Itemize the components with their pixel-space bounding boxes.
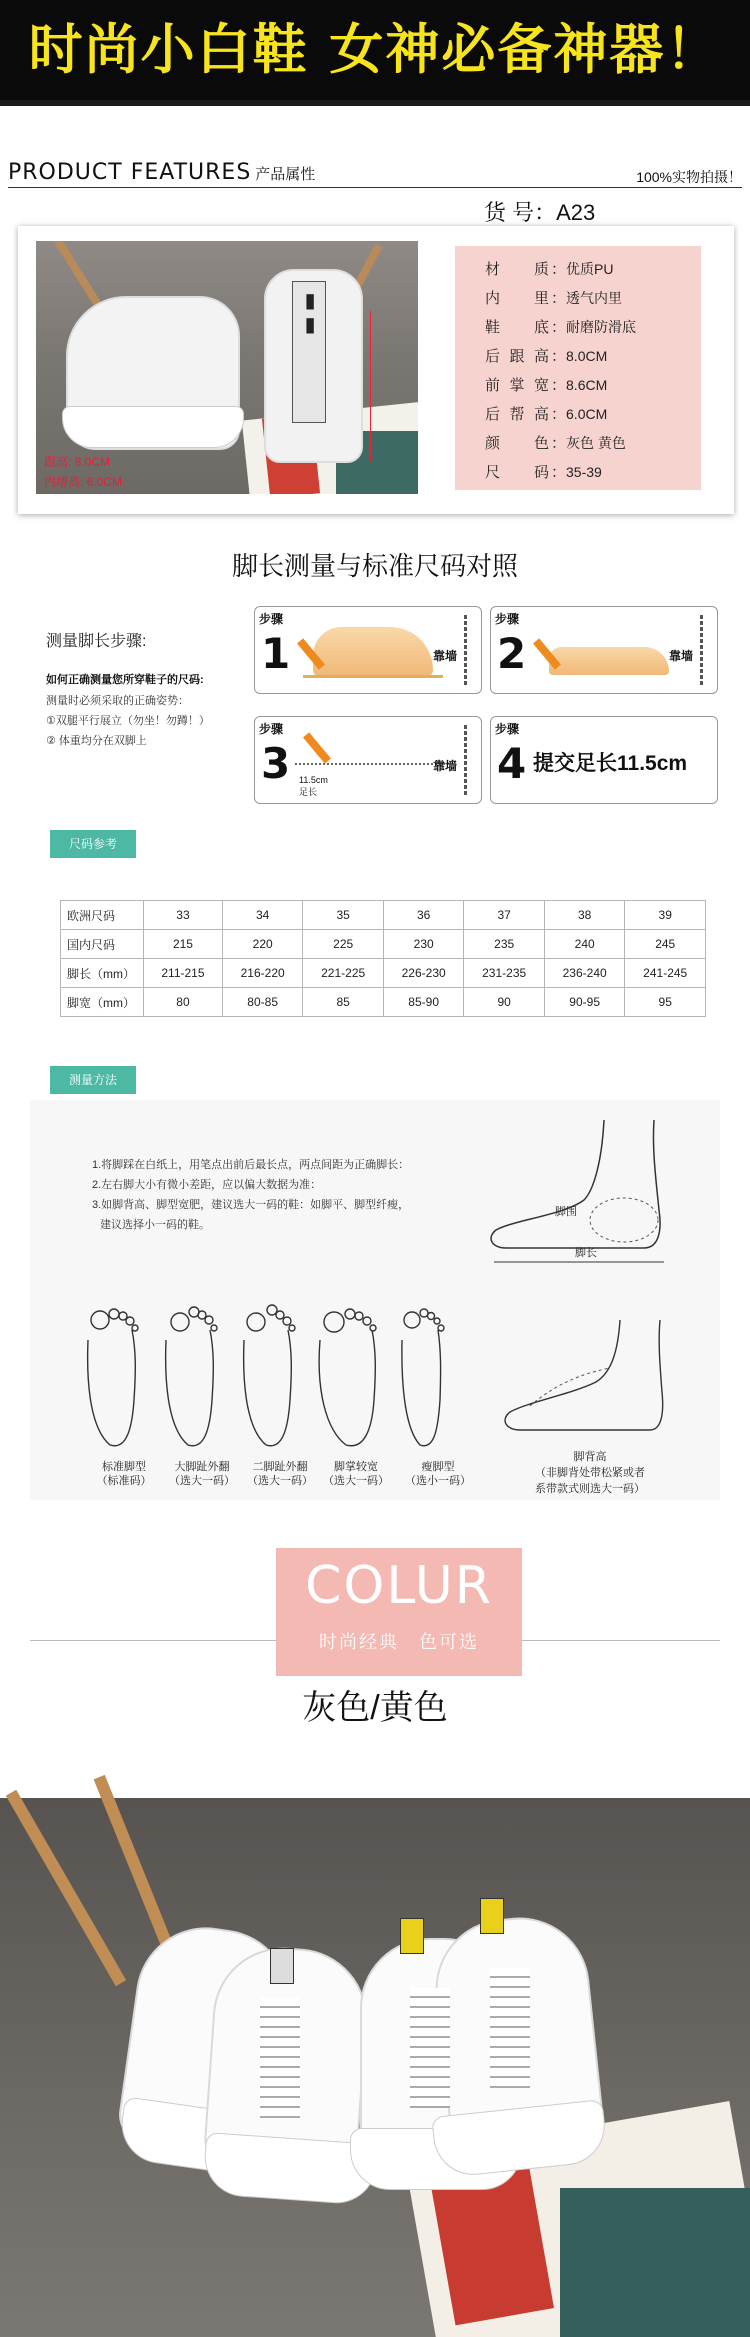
wall-icon [464, 725, 467, 795]
measure-howto: 如何正确测量您所穿鞋子的尺码: [46, 674, 204, 686]
sku-value: A23 [556, 200, 596, 225]
table-row: 国内尺码 215 220 225 230 235 240 245 [61, 930, 706, 959]
colour-subtitle: 时尚经典 色可选 [319, 1632, 479, 1652]
table-row: 脚宽（mm） 80 80-85 85 85-90 90 90-95 95 [61, 988, 706, 1017]
yellow-tag [480, 1898, 504, 1934]
magazine-green [560, 2188, 750, 2337]
product-photo-pair [0, 1768, 750, 2337]
foot-icon [313, 627, 433, 677]
table-row: 欧洲尺码 33 34 35 36 37 38 39 [61, 901, 706, 930]
step-2-card: 步骤 2 靠墙 [490, 606, 718, 694]
method-text: 建议选择小一码的鞋。 [100, 1219, 210, 1231]
strap-print-icon: ▮▮ [298, 288, 320, 336]
laces [410, 1988, 450, 2108]
measure-note: ② 体重均分在双脚上 [46, 735, 147, 747]
spec-row: 颜色 ：灰色 黄色 [485, 435, 626, 452]
foot-type-caption: 瘦脚型 （选小一码） [405, 1461, 471, 1487]
spec-row: 材质 ：优质PU [485, 261, 614, 278]
heel-measure-line [370, 311, 371, 461]
heel-strap [292, 281, 326, 423]
features-title [8, 160, 315, 185]
inner-height-label: 内增高: 6.0CM [44, 475, 123, 489]
step-4-card: 步骤 4 提交足长11.5cm [490, 716, 718, 804]
colour-word: COLUR [305, 1556, 493, 1616]
foot-icon [549, 647, 669, 675]
method-tag: 测量方法 [50, 1066, 136, 1094]
spec-row: 后帮高 ：6.0CM [485, 406, 608, 423]
grey-tag [270, 1948, 294, 1984]
foot-length-label: 脚长 [575, 1247, 597, 1259]
measure-note: ①双腿平行展立（勿坐！勿蹲！） [46, 715, 210, 727]
foot-girth-label: 脚围 [555, 1206, 577, 1218]
instep-diagram [500, 1320, 670, 1440]
spec-panel [455, 246, 701, 490]
wall-icon [464, 615, 467, 685]
instep-caption: 脚背高 （非脚背处带松紧或者 系带款式则选大一码） [535, 1451, 645, 1495]
foot-type-caption: 脚掌较宽 （选大一码） [323, 1461, 389, 1487]
spec-row: 鞋底 ：耐磨防滑底 [485, 319, 637, 336]
step-1-card: 步骤 1 靠墙 [254, 606, 482, 694]
method-text: 1.将脚踩在白纸上，用笔点出前后最长点，两点间距为正确脚长： [92, 1159, 410, 1171]
spec-row: 尺码 ：35-39 [485, 464, 602, 481]
table-row: 脚长（mm） 211-215 216-220 221-225 226-230 231-235 236-240 241-245 [61, 959, 706, 988]
spec-row: 内里 ：透气内里 [485, 290, 623, 307]
sneaker-sole [62, 406, 244, 448]
yellow-tag [400, 1918, 424, 1954]
spec-row: 后跟高 ：8.0CM [485, 348, 608, 365]
real-photo-note: 100%实物拍摄！ [636, 169, 742, 185]
measure-note: 测量时必须采取的正确姿势： [46, 695, 189, 707]
size-ref-tag: 尺码参考 [50, 830, 136, 858]
foot-type-caption: 大脚趾外翻 （选大一码） [169, 1461, 235, 1487]
measure-steps-title: 测量脚长步骤: [46, 633, 147, 650]
wall-icon [700, 615, 703, 685]
sku [484, 196, 595, 227]
size-table [60, 900, 706, 1017]
paper-icon [303, 675, 443, 678]
step-3-card: 步骤 3 11.5cm 足长 靠墙 [254, 716, 482, 804]
laces [260, 1998, 300, 2118]
laces [490, 1968, 530, 2088]
method-text: 2.左右脚大小有微小差距，应以偏大数据为准： [92, 1179, 322, 1191]
divider [8, 187, 742, 188]
pen-icon [303, 732, 331, 763]
ruler-icon [295, 763, 445, 766]
foot-type-caption: 标准脚型 （标准码） [96, 1461, 152, 1487]
features-title-en: PRODUCT FEATURES [8, 160, 252, 185]
sku-label: 货 号： [484, 200, 557, 225]
method-text: 3.如脚背高、脚型宽肥，建议选大一码的鞋：如脚平、脚型纤瘦， [92, 1199, 410, 1211]
banner-title: 时尚小白鞋 女神必备神器！ [28, 18, 722, 81]
heel-height-label: 跟高: 8.0CM [44, 455, 111, 469]
features-title-cn: 产品属性 [255, 165, 316, 183]
foot-shapes [80, 1300, 480, 1450]
product-photo [36, 241, 418, 494]
foot-type-caption: 二脚趾外翻 （选大一码） [247, 1461, 313, 1487]
measure-title: 脚长测量与标准尺码对照 [231, 551, 518, 581]
colour-options: 灰色/黄色 [302, 1689, 448, 1727]
spec-row: 前掌宽 ：8.6CM [485, 377, 608, 394]
